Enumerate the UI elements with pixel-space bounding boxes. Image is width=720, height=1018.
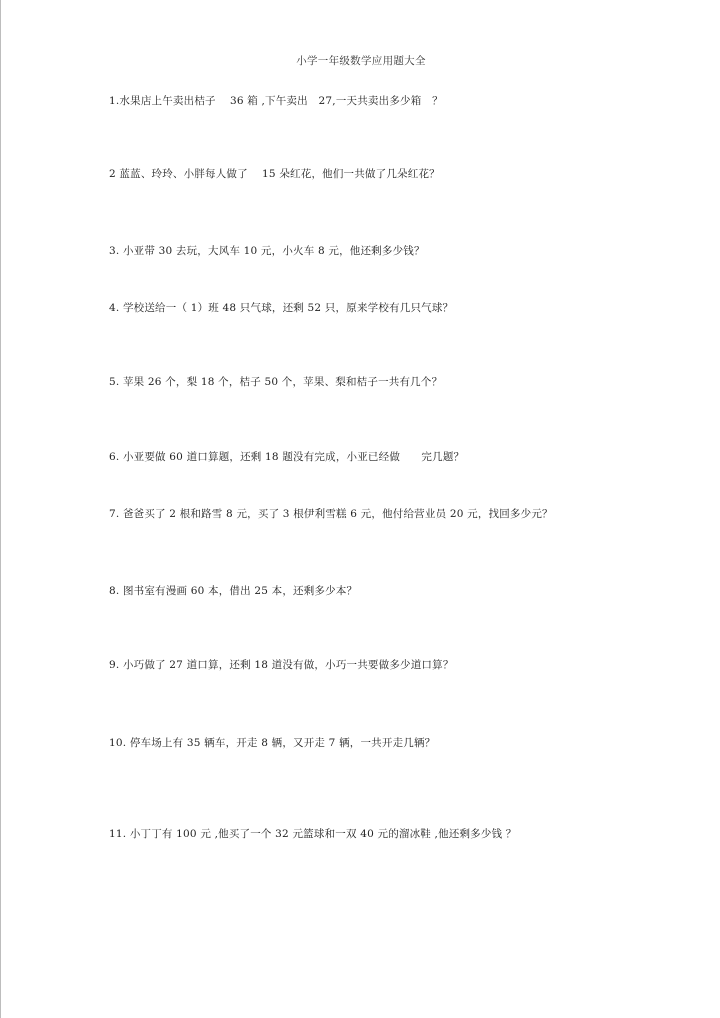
- question-1: 1.水果店上午卖出桔子 36 箱 ,下午卖出 27,一天共卖出多少箱 ？: [109, 95, 443, 107]
- question-6: 6. 小亚要做 60 道口算题，还剩 18 题没有完成，小亚已经做 完几题？: [109, 451, 465, 463]
- question-3: 3. 小亚带 30 去玩，大风车 10 元，小火车 8 元，他还剩多少钱？: [109, 245, 425, 257]
- question-9: 9. 小巧做了 27 道口算，还剩 18 道没有做，小巧一共要做多少道口算？: [109, 659, 454, 671]
- question-11: 11. 小丁丁有 100 元 ,他买了一个 32 元篮球和一双 40 元的溜冰鞋 ,他还剩多少钱 ？: [109, 828, 517, 840]
- question-10: 10. 停车场上有 35 辆车，开走 8 辆，又开走 7 辆，一共开走几辆？: [109, 737, 436, 749]
- document-title: 小学一年级数学应用题大全: [296, 55, 426, 67]
- question-4: 4. 学校送给一（ 1）班 48 只气球，还剩 52 只，原来学校有几只气球？: [109, 302, 454, 314]
- question-5: 5. 苹果 26 个，梨 18 个，桔子 50 个，苹果、梨和桔子一共有几个？: [109, 376, 443, 388]
- question-2: 2 蓝蓝、玲玲、小胖每人做了 15 朵红花，他们一共做了几朵红花？: [109, 168, 440, 180]
- question-7: 7. 爸爸买了 2 根和路雪 8 元，买了 3 根伊利雪糕 6 元，他付给营业员 20 元，找回多少元？: [109, 508, 553, 520]
- question-8: 8. 图书室有漫画 60 本，借出 25 本，还剩多少本？: [109, 585, 358, 597]
